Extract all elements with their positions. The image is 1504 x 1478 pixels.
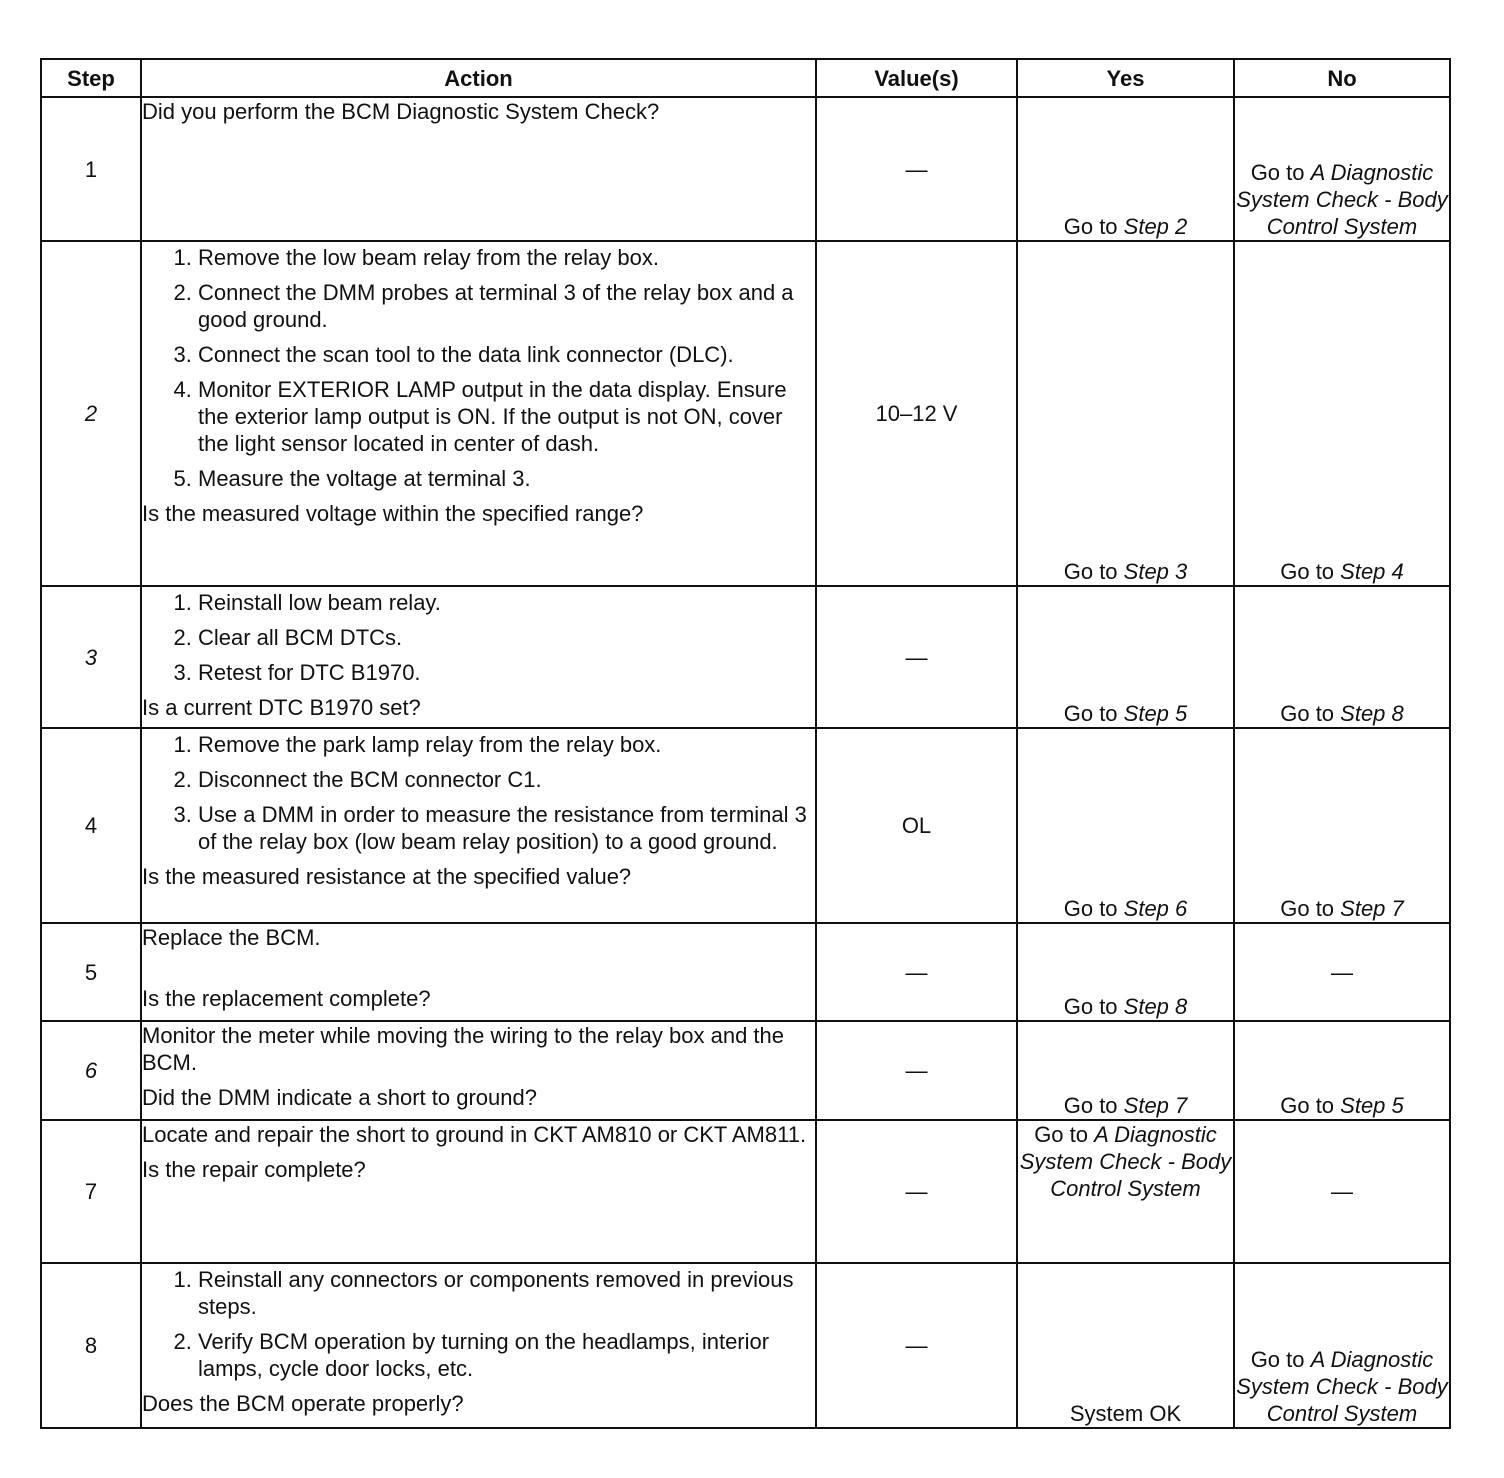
action-cell <box>141 728 816 923</box>
yes-ref: Step 2 <box>1123 214 1188 239</box>
yes-prefix: Go to <box>1063 1093 1124 1118</box>
step-number: 4 <box>41 728 141 923</box>
value-cell: 10–12 V <box>816 241 1017 586</box>
table-row <box>41 97 1450 241</box>
action-question: Is the measured resistance at the specified value? <box>142 864 632 889</box>
step-number: 8 <box>41 1263 141 1428</box>
action-text: Did you perform the BCM Diagnostic System Check? <box>142 99 660 124</box>
value-cell: OL <box>816 728 1017 923</box>
value-cell: — <box>816 586 1017 728</box>
yes-prefix: Go to <box>1034 1122 1095 1147</box>
table-row <box>41 1120 1450 1263</box>
action-cell <box>141 1021 816 1120</box>
action-item: 1. Reinstall low beam relay. <box>198 589 815 616</box>
action-cell <box>141 923 816 1021</box>
action-item: 2. Clear all BCM DTCs. <box>198 624 815 651</box>
action-cell <box>141 1263 816 1428</box>
value-cell: — <box>816 923 1017 1021</box>
value-cell: — <box>816 97 1017 241</box>
no-cell <box>1234 241 1450 586</box>
action-item: 1. Reinstall any connectors or components removed in previous steps. <box>198 1266 815 1320</box>
step-number: 6 <box>41 1021 141 1120</box>
action-question: Is the replacement complete? <box>142 986 431 1011</box>
table-row <box>41 586 1450 728</box>
yes-cell <box>1017 1120 1234 1263</box>
action-question: Does the BCM operate properly? <box>142 1391 464 1416</box>
table-row <box>41 1021 1450 1120</box>
no-prefix: Go to <box>1280 701 1341 726</box>
no-prefix: Go to <box>1280 896 1341 921</box>
diagnostic-table <box>40 58 1451 1429</box>
yes-cell <box>1017 97 1234 241</box>
no-ref: Step 4 <box>1340 559 1404 584</box>
action-item: 2. Verify BCM operation by turning on the headlamps, interior lamps, cycle door locks, etc. <box>198 1328 815 1382</box>
yes-cell <box>1017 241 1234 586</box>
yes-ref: Step 6 <box>1123 896 1188 921</box>
action-question: Is the repair complete? <box>142 1157 366 1182</box>
action-list <box>142 589 815 686</box>
no-prefix: Go to <box>1250 160 1311 185</box>
yes-cell <box>1017 728 1234 923</box>
yes-ref: Step 5 <box>1123 701 1188 726</box>
yes-cell <box>1017 923 1234 1021</box>
yes-cell: System OK <box>1017 1263 1234 1428</box>
no-cell <box>1234 1021 1450 1120</box>
step-number: 5 <box>41 923 141 1021</box>
header-yes: Yes <box>1017 59 1234 97</box>
action-item: 3. Connect the scan tool to the data link connector (DLC). <box>198 341 815 368</box>
no-cell <box>1234 1263 1450 1428</box>
action-cell <box>141 1120 816 1263</box>
action-question: Did the DMM indicate a short to ground? <box>142 1085 537 1110</box>
action-item: 1. Remove the park lamp relay from the relay box. <box>198 731 815 758</box>
action-item: 4. Monitor EXTERIOR LAMP output in the data display. Ensure the exterior lamp output is ON. If the output is not ON, cover the light sensor located in center of dash. <box>198 376 815 457</box>
yes-prefix: Go to <box>1063 559 1124 584</box>
no-cell: — <box>1234 923 1450 1021</box>
action-item: 1. Remove the low beam relay from the relay box. <box>198 244 815 271</box>
yes-cell <box>1017 586 1234 728</box>
value-cell: — <box>816 1263 1017 1428</box>
table-row <box>41 923 1450 1021</box>
action-text: Monitor the meter while moving the wiring to the relay box and the BCM. <box>142 1023 784 1075</box>
no-cell: — <box>1234 1120 1450 1263</box>
header-action: Action <box>141 59 816 97</box>
table-row <box>41 241 1450 586</box>
no-ref: Step 5 <box>1340 1093 1404 1118</box>
yes-prefix: Go to <box>1063 214 1124 239</box>
action-list <box>142 244 815 492</box>
no-ref: A Diagnostic System Check - Body Control System <box>1236 1347 1448 1426</box>
action-item: 2. Connect the DMM probes at terminal 3 of the relay box and a good ground. <box>198 279 815 333</box>
yes-ref: Step 7 <box>1123 1093 1188 1118</box>
step-number: 1 <box>41 97 141 241</box>
action-text: Locate and repair the short to ground in CKT AM810 or CKT AM811. <box>142 1122 807 1147</box>
action-question: Is a current DTC B1970 set? <box>142 695 421 720</box>
yes-prefix: Go to <box>1063 701 1124 726</box>
table-row <box>41 728 1450 923</box>
no-prefix: Go to <box>1250 1347 1311 1372</box>
action-item: 3. Use a DMM in order to measure the resistance from terminal 3 of the relay box (low beam relay position) to a good ground. <box>198 801 815 855</box>
yes-prefix: Go to <box>1063 994 1124 1019</box>
yes-ref: Step 3 <box>1123 559 1188 584</box>
header-values: Value(s) <box>816 59 1017 97</box>
no-ref: A Diagnostic System Check - Body Control System <box>1236 160 1448 239</box>
header-step: Step <box>41 59 141 97</box>
action-item: 5. Measure the voltage at terminal 3. <box>198 465 815 492</box>
action-list <box>142 1266 815 1382</box>
step-number: 2 <box>41 241 141 586</box>
action-item: 3. Retest for DTC B1970. <box>198 659 815 686</box>
yes-cell <box>1017 1021 1234 1120</box>
header-row <box>41 59 1450 97</box>
yes-prefix: Go to <box>1063 896 1124 921</box>
step-number: 3 <box>41 586 141 728</box>
header-no: No <box>1234 59 1450 97</box>
no-ref: Step 8 <box>1340 701 1404 726</box>
action-cell <box>141 241 816 586</box>
no-cell <box>1234 586 1450 728</box>
no-prefix: Go to <box>1280 559 1341 584</box>
action-list <box>142 731 815 855</box>
yes-ref: Step 8 <box>1123 994 1188 1019</box>
action-question: Is the measured voltage within the specified range? <box>142 501 644 526</box>
action-text: Replace the BCM. <box>142 925 321 950</box>
no-ref: Step 7 <box>1340 896 1404 921</box>
value-cell: — <box>816 1021 1017 1120</box>
yes-ref: A Diagnostic System Check - Body Control System <box>1019 1122 1232 1201</box>
no-prefix: Go to <box>1280 1093 1341 1118</box>
action-cell <box>141 586 816 728</box>
action-item: 2. Disconnect the BCM connector C1. <box>198 766 815 793</box>
no-cell <box>1234 728 1450 923</box>
table-row <box>41 1263 1450 1428</box>
step-number: 7 <box>41 1120 141 1263</box>
no-cell <box>1234 97 1450 241</box>
action-cell <box>141 97 816 241</box>
value-cell: — <box>816 1120 1017 1263</box>
